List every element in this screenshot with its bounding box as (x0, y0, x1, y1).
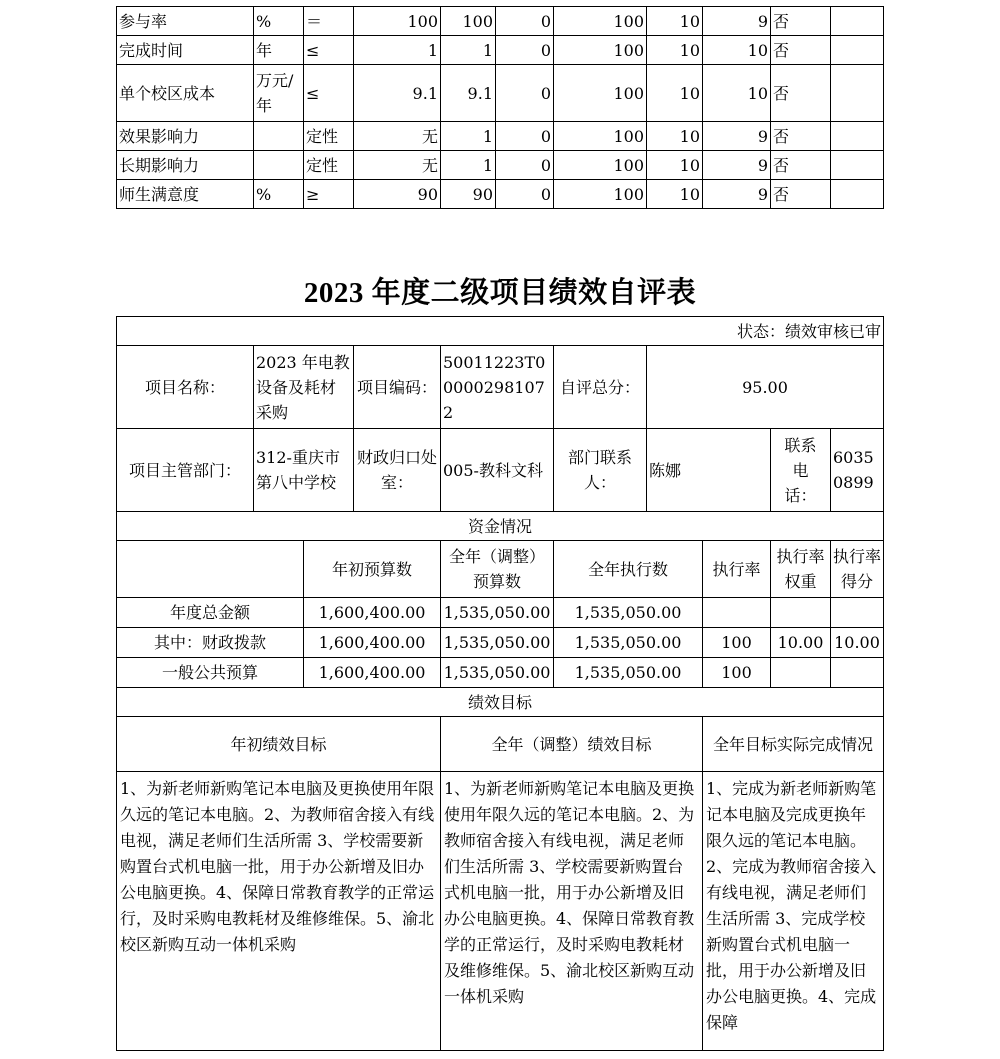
funds-initial: 1,600,400.00 (304, 598, 441, 628)
indicator-deviation: 0 (496, 151, 554, 180)
funds-rate: 100 (703, 628, 771, 658)
funds-header-executed: 全年执行数 (554, 541, 703, 598)
indicator-unit: % (254, 180, 304, 209)
funds-rate: 100 (703, 658, 771, 688)
funds-executed: 1,535,050.00 (554, 628, 703, 658)
funds-row-label: 一般公共预算 (117, 658, 304, 688)
indicator-remark (831, 65, 884, 122)
funds-adjusted: 1,535,050.00 (441, 658, 554, 688)
indicator-value: 100 (554, 180, 647, 209)
funds-row (117, 628, 884, 658)
indicator-flag: 否 (771, 180, 831, 209)
indicator-target: 1 (354, 36, 441, 65)
indicator-score: 10 (703, 36, 771, 65)
funds-initial: 1,600,400.00 (304, 658, 441, 688)
funds-weight: 10.00 (771, 628, 831, 658)
indicator-actual: 1 (441, 122, 496, 151)
funds-header-adjusted: 全年（调整）预算数 (441, 541, 554, 598)
indicator-flag: 否 (771, 151, 831, 180)
status-cell: 状态：绩效审核已审 (117, 317, 884, 346)
indicator-operator: 定性 (304, 122, 354, 151)
goals-actual-text: 1、完成为新老师新购笔记本电脑及完成更换年限久远的笔记本电脑。2、完成为教师宿舍接入有线电视，满足老师们生活所需 3、完成学校新购置台式机电脑一批，用于办公新增及旧办公电脑更换。4、完成保障 (703, 772, 884, 1051)
funds-initial: 1,600,400.00 (304, 628, 441, 658)
indicator-row (117, 65, 884, 122)
phone-label: 联系电话： (771, 429, 831, 512)
dept-value: 312-重庆市第八中学校 (254, 429, 354, 512)
indicator-unit (254, 122, 304, 151)
indicator-operator: ＝ (304, 7, 354, 36)
goals-initial-text: 1、为新老师新购笔记本电脑及更换使用年限久远的笔记本电脑。2、为教师宿舍接入有线电视，满足老师们生活所需 3、学校需要新购置台式机电脑一批，用于办公新增及旧办公电脑更换。4、保障日常教育教学的正常运行，及时采购电教耗材及维修维保。5、渝北校区新购互动一体机采购 (117, 772, 441, 1051)
goals-header-initial: 年初绩效目标 (117, 717, 441, 772)
funds-executed: 1,535,050.00 (554, 598, 703, 628)
indicator-name: 效果影响力 (117, 122, 254, 151)
indicator-deviation: 0 (496, 180, 554, 209)
indicator-actual: 100 (441, 7, 496, 36)
indicator-row (117, 36, 884, 65)
goals-header-actual: 全年目标实际完成情况 (703, 717, 884, 772)
funds-adjusted: 1,535,050.00 (441, 628, 554, 658)
indicator-weight: 10 (647, 36, 703, 65)
indicator-unit: 年 (254, 36, 304, 65)
indicator-operator: ≤ (304, 36, 354, 65)
indicator-value: 100 (554, 151, 647, 180)
project-code-label: 项目编码： (354, 346, 441, 429)
funds-executed: 1,535,050.00 (554, 658, 703, 688)
goals-header-adjusted: 全年（调整）绩效目标 (441, 717, 703, 772)
indicator-flag: 否 (771, 36, 831, 65)
funds-weight (771, 598, 831, 628)
funds-score (831, 598, 884, 628)
indicator-operator: 定性 (304, 151, 354, 180)
contact-value: 陈娜 (647, 429, 771, 512)
indicator-actual: 1 (441, 151, 496, 180)
indicator-deviation: 0 (496, 122, 554, 151)
indicator-row (117, 7, 884, 36)
self-score: 95.00 (647, 346, 884, 429)
indicator-remark (831, 122, 884, 151)
indicator-name: 参与率 (117, 7, 254, 36)
indicator-value: 100 (554, 122, 647, 151)
indicator-target: 100 (354, 7, 441, 36)
indicator-deviation: 0 (496, 7, 554, 36)
dept-label: 项目主管部门： (117, 429, 254, 512)
indicator-value: 100 (554, 7, 647, 36)
goals-section-header: 绩效目标 (117, 688, 884, 717)
funds-row (117, 658, 884, 688)
indicator-weight: 10 (647, 180, 703, 209)
indicator-score: 9 (703, 151, 771, 180)
funds-header-initial: 年初预算数 (304, 541, 441, 598)
indicator-weight: 10 (647, 65, 703, 122)
funds-section-header: 资金情况 (117, 512, 884, 541)
indicator-deviation: 0 (496, 65, 554, 122)
funds-score: 10.00 (831, 628, 884, 658)
indicator-remark (831, 180, 884, 209)
indicator-value: 100 (554, 65, 647, 122)
indicator-name: 长期影响力 (117, 151, 254, 180)
indicator-flag: 否 (771, 7, 831, 36)
project-name: 2023 年电教设备及耗材采购 (254, 346, 354, 429)
indicator-score: 10 (703, 65, 771, 122)
funds-weight (771, 658, 831, 688)
goals-adjusted-text: 1、为新老师新购笔记本电脑及更换使用年限久远的笔记本电脑。2、为教师宿舍接入有线电视，满足老师们生活所需 3、学校需要新购置台式机电脑一批，用于办公新增及旧办公电脑更换。4、保障日常教育教学的正常运行，及时采购电教耗材及维修维保。5、渝北校区新购互动一体机采购 (441, 772, 703, 1051)
indicator-target: 无 (354, 151, 441, 180)
indicator-remark (831, 151, 884, 180)
indicator-actual: 9.1 (441, 65, 496, 122)
indicator-unit: 万元/年 (254, 65, 304, 122)
funds-header-score: 执行率得分 (831, 541, 884, 598)
indicator-score: 9 (703, 7, 771, 36)
indicator-row (117, 180, 884, 209)
funds-rate (703, 598, 771, 628)
score-label: 自评总分： (554, 346, 647, 429)
funds-row (117, 598, 884, 628)
indicator-operator: ≥ (304, 180, 354, 209)
self-evaluation-table (116, 316, 884, 1051)
contact-label: 部门联系人： (554, 429, 647, 512)
page-title: 2023 年度二级项目绩效自评表 (303, 277, 697, 309)
indicator-name: 师生满意度 (117, 180, 254, 209)
indicator-table (116, 6, 884, 209)
indicator-weight: 10 (647, 122, 703, 151)
indicator-deviation: 0 (496, 36, 554, 65)
funds-adjusted: 1,535,050.00 (441, 598, 554, 628)
finance-value: 005-教科文科 (441, 429, 554, 512)
indicator-weight: 10 (647, 151, 703, 180)
indicator-actual: 1 (441, 36, 496, 65)
indicator-target: 90 (354, 180, 441, 209)
funds-header-rate: 执行率 (703, 541, 771, 598)
indicator-actual: 90 (441, 180, 496, 209)
indicator-unit: % (254, 7, 304, 36)
indicator-flag: 否 (771, 122, 831, 151)
indicator-unit (254, 151, 304, 180)
indicator-score: 9 (703, 122, 771, 151)
indicator-target: 无 (354, 122, 441, 151)
indicator-remark (831, 36, 884, 65)
indicator-row (117, 151, 884, 180)
indicator-remark (831, 7, 884, 36)
finance-label: 财政归口处室： (354, 429, 441, 512)
funds-header-weight: 执行率权重 (771, 541, 831, 598)
indicator-row (117, 122, 884, 151)
indicator-operator: ≤ (304, 65, 354, 122)
project-name-label: 项目名称： (117, 346, 254, 429)
indicator-flag: 否 (771, 65, 831, 122)
indicator-score: 9 (703, 180, 771, 209)
indicator-name: 单个校区成本 (117, 65, 254, 122)
indicator-target: 9.1 (354, 65, 441, 122)
project-code: 50011223T000002981072 (441, 346, 554, 429)
funds-row-label: 其中：财政拨款 (117, 628, 304, 658)
indicator-name: 完成时间 (117, 36, 254, 65)
phone-value: 60350899 (831, 429, 884, 512)
indicator-value: 100 (554, 36, 647, 65)
funds-row-label: 年度总金额 (117, 598, 304, 628)
funds-score (831, 658, 884, 688)
indicator-weight: 10 (647, 7, 703, 36)
funds-header-blank (117, 541, 304, 598)
